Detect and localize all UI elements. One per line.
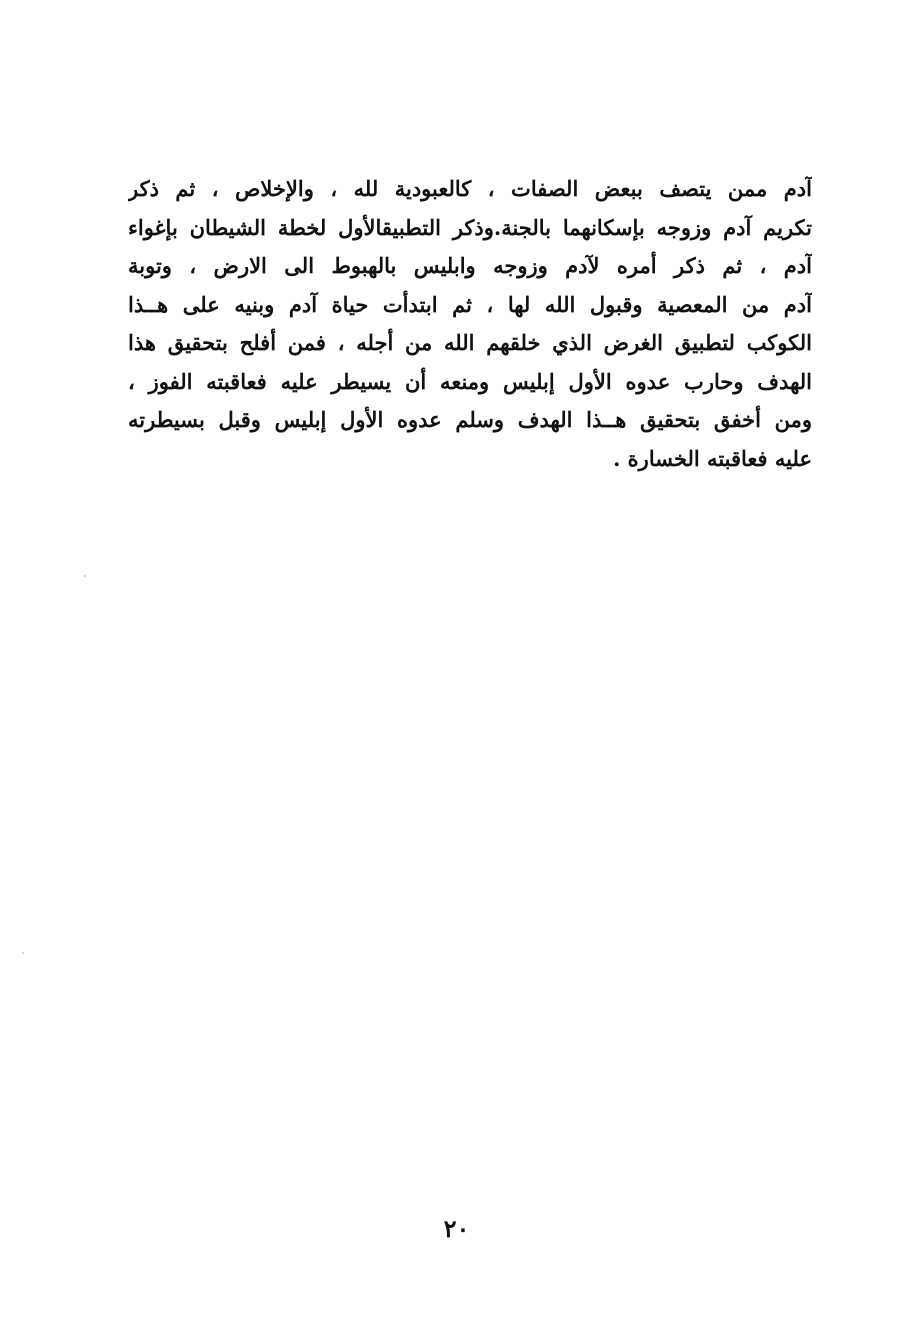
text-line-1: آدم ممن يتصف ببعض الصفات ، كالعبودية لله ، والإخلاص ، ثم ذكر [128,176,812,201]
scan-speck [22,952,24,954]
text-line-5: الكوكب لتطبيق الغرض الذي خلقهم الله من أجله ، فمن أفلح بتحقيق هذا [128,330,812,355]
text-line-8: عليه فعاقبته الخسارة . [613,445,812,471]
scan-speck [84,575,86,577]
text-line-3: آدم ، ثم ذكر أمره لآدم وزوجه وابليس بالهبوط الى الارض ، وتوبة [128,253,812,278]
page-number: ٢٠ [443,1214,470,1243]
text-line-6: الهدف وحارب عدوه الأول إبليس ومنعه أن يسيطر عليه فعاقبته الفوز ، [128,368,812,394]
text-line-2: تكريم آدم وزوجه بإسكانهما بالجنة.وذكر التطبيقالأول لخطة الشيطان بإغواء [128,214,812,240]
body-text [128,170,812,478]
text-line-4: آدم من المعصية وقبول الله لها ، ثم ابتدأت حياة آدم وبنيه على هــذا [128,291,812,317]
text-line-7: ومن أخفق بتحقيق هــذا الهدف وسلم عدوه الأول إبليس وقبل بسيطرته [128,407,812,432]
